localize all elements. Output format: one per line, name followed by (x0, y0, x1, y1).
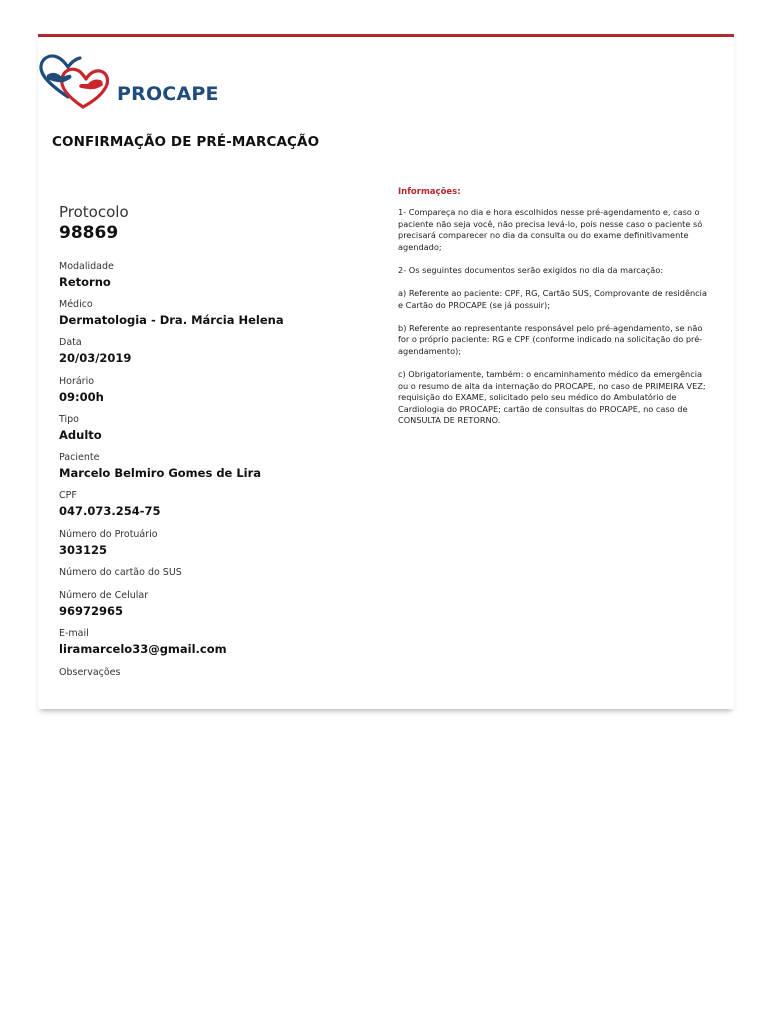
page-title: CONFIRMAÇÃO DE PRÉ-MARCAÇÃO (52, 134, 320, 150)
field-cartao-sus (59, 567, 182, 581)
info-paragraph: a) Referente ao paciente: CPF, RG, Cartão SUS, Comprovante de residência e Cartão do PROCAPE (se já possuir); (398, 287, 707, 310)
field-modalidade (59, 261, 114, 290)
field-label: Número de Celular (59, 590, 149, 601)
booking-details (59, 203, 379, 678)
protocol-block (59, 203, 379, 243)
protocol-value: 98869 (59, 223, 119, 243)
field-label: Número do cartão do SUS (59, 567, 182, 578)
field-cpf (59, 490, 161, 519)
field-value: Marcelo Belmiro Gomes de Lira (59, 466, 262, 480)
field-label: Horário (59, 376, 95, 387)
field-value: 047.073.254-75 (59, 504, 161, 518)
field-paciente (59, 452, 261, 481)
field-value: 20/03/2019 (59, 351, 132, 365)
field-value: Retorno (59, 275, 111, 289)
field-value: 303125 (59, 543, 108, 557)
info-paragraph: 1- Compareça no dia e hora escolhidos nesse pré-agendamento e, caso o paciente não seja você, não precisa levá-lo, pois nesse caso o paciente só precisará comparecer no dia da consulta ou do exame definitivamente agendado; (398, 207, 703, 252)
field-label: Médico (59, 299, 93, 310)
info-title: Informações: (398, 187, 461, 197)
field-value: liramarcelo33@gmail.com (59, 642, 227, 656)
field-label: Número do Protuário (59, 529, 158, 540)
info-paragraph: c) Obrigatoriamente, também: o encaminhamento médico da emergência ou o resumo de alta da internação do PROCAPE, no caso de PRIMEIRA VEZ; requisição do EXAME, solicitado pelo seu médico do Ambulatório de Cardiologia do PROCAPE; cartão de consultas do PROCAPE, no caso de CONSULTA DE RETORNO. (398, 368, 706, 426)
field-label: Modalidade (59, 261, 114, 272)
field-value: Adulto (59, 428, 102, 442)
field-horario (59, 376, 104, 405)
field-value: Dermatologia - Dra. Márcia Helena (59, 313, 284, 327)
protocol-label: Protocolo (59, 203, 129, 221)
field-label: Tipo (59, 414, 79, 425)
field-label: Observações (59, 667, 121, 678)
field-label: E-mail (59, 628, 89, 639)
info-paragraph: 2- Os seguintes documentos serão exigidos no dia da marcação: (398, 264, 664, 275)
information-panel (398, 187, 714, 438)
field-tipo (59, 414, 102, 443)
field-email (59, 628, 227, 657)
confirmation-card (38, 34, 734, 709)
field-celular (59, 590, 148, 619)
field-label: CPF (59, 490, 77, 501)
brand-name: PROCAPE (117, 83, 219, 105)
field-data (59, 337, 131, 366)
field-label: Paciente (59, 452, 100, 463)
field-observacoes (59, 667, 120, 681)
info-paragraph: b) Referente ao representante responsável pelo pré-agendamento, se não for o próprio paciente: RG e CPF (conforme indicado na solicitação do pré-agendamento); (398, 322, 703, 356)
field-value: 96972965 (59, 604, 124, 618)
field-medico (59, 299, 284, 328)
field-label: Data (59, 337, 82, 348)
field-prontuario (59, 529, 158, 558)
field-value: 09:00h (59, 390, 104, 404)
hearts-hands-icon (38, 51, 112, 111)
